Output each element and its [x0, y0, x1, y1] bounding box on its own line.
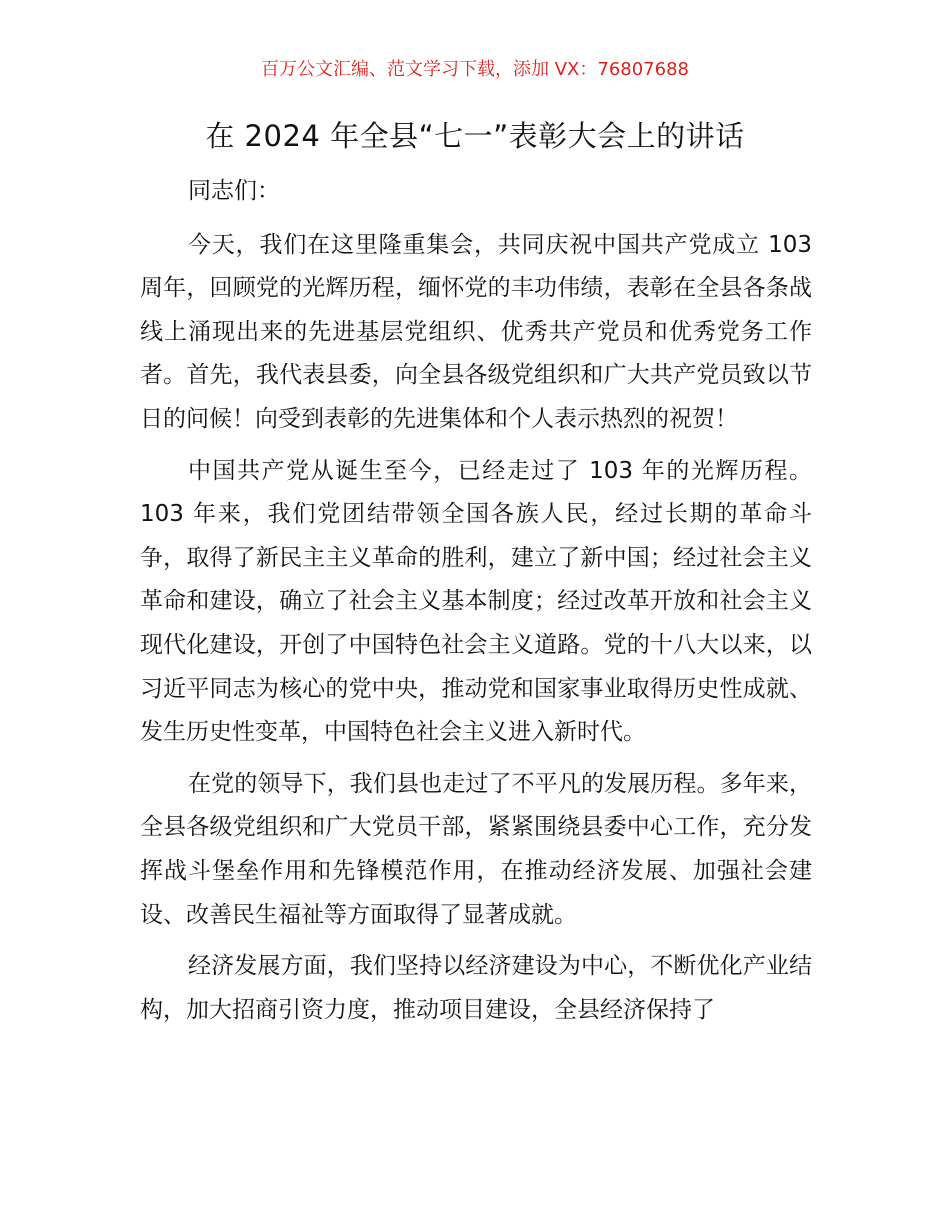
header-watermark-note: 百万公文汇编、范文学习下载，添加 VX：76807688 — [261, 59, 689, 80]
salutation: 同志们： — [188, 178, 280, 204]
paragraph-1: 今天，我们在这里隆重集会，共同庆祝中国共产党成立 103 周年，回顾党的光辉历程，缅怀党的丰功伟绩，表彰在全县各条战线上涌现出来的先进基层党组织、优秀共产党员和优秀党务工作者。首先，我代表县委，向全县各级党组织和广大共产党员致以节日的问候！向受到表彰的先进集体和个人表示热烈的祝贺！ — [140, 231, 812, 432]
document-body — [140, 170, 812, 1040]
page-title: 在 2024 年全县“七一”表彰大会上的讲话 — [205, 119, 745, 153]
paragraph-4: 经济发展方面，我们坚持以经济建设为中心，不断优化产业结构，加大招商引资力度，推动项目建设，全县经济保持了 — [140, 953, 812, 1023]
paragraph-3: 在党的领导下，我们县也走过了不平凡的发展历程。多年来，全县各级党组织和广大党员干部，紧紧围绕县委中心工作，充分发挥战斗堡垒作用和先锋模范作用，在推动经济发展、加强社会建设、改善民生福祉等方面取得了显著成就。 — [140, 770, 812, 928]
paragraph-2: 中国共产党从诞生至今，已经走过了 103 年的光辉历程。103 年来，我们党团结带领全国各族人民，经过长期的革命斗争，取得了新民主主义革命的胜利，建立了新中国；经过社会主义革命和建设，确立了社会主义基本制度；经过改革开放和社会主义现代化建设，开创了中国特色社会主义道路。党的十八大以来，以习近平同志为核心的党中央，推动党和国家事业取得历史性成就、发生历史性变革，中国特色社会主义进入新时代。 — [140, 457, 812, 746]
